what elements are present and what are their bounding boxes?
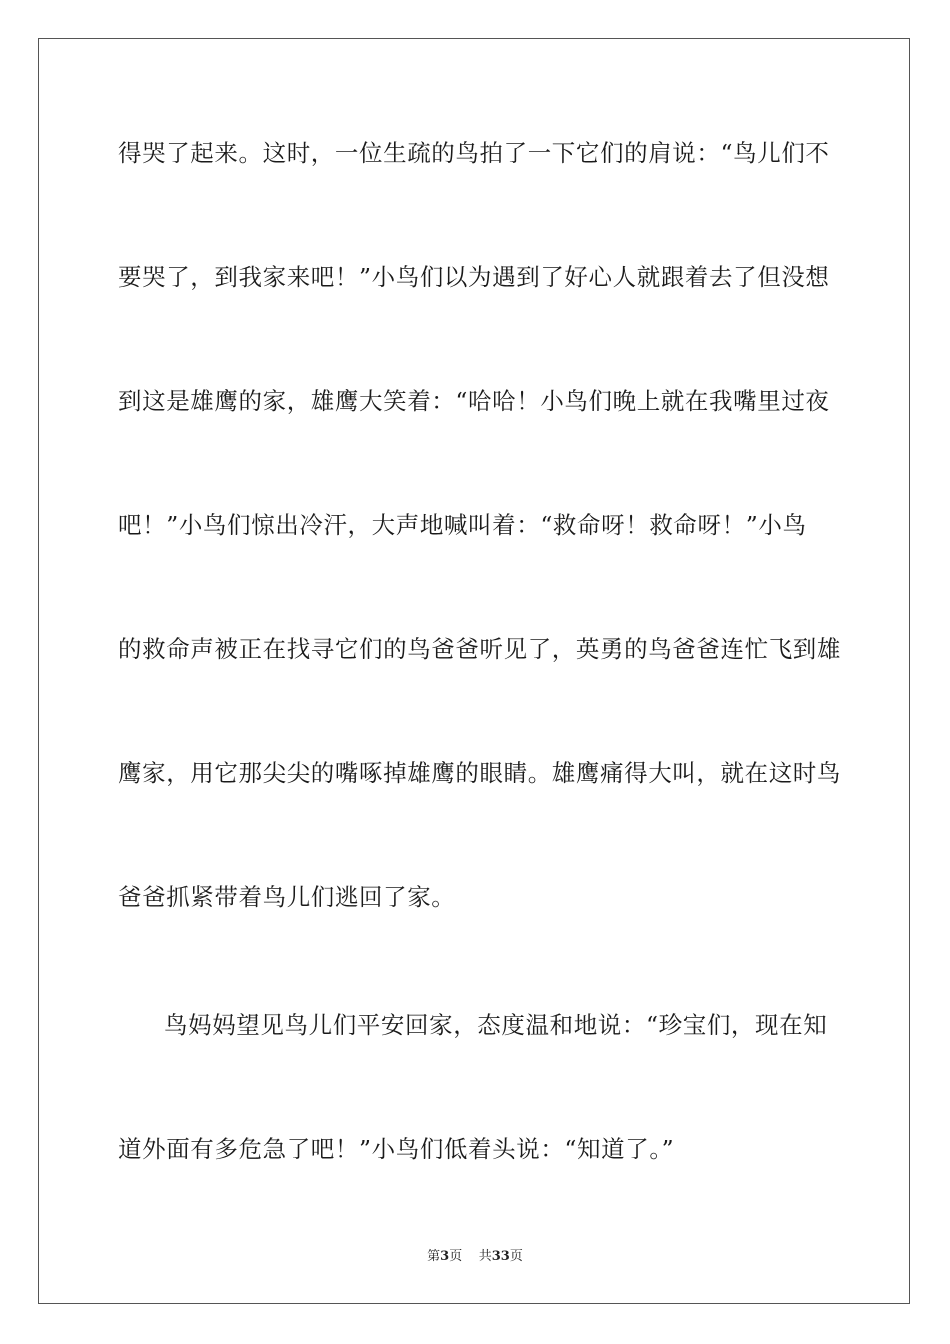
text-line-7: 爸爸抓紧带着鸟儿们逃回了家。 — [118, 883, 456, 911]
page-frame — [38, 38, 910, 1304]
page-suffix: 页 — [509, 1249, 523, 1264]
text-line-5: 的救命声被正在找寻它们的鸟爸爸听见了，英勇的鸟爸爸连忙飞到雄 — [118, 635, 841, 663]
text-line-6: 鹰家，用它那尖尖的嘴啄掉雄鹰的眼睛。雄鹰痛得大叫，就在这时鸟 — [118, 759, 841, 787]
page-footer — [0, 1249, 950, 1265]
page-middle-text: 页 共 — [449, 1249, 492, 1264]
text-line-3: 到这是雄鹰的家，雄鹰大笑着：“哈哈！小鸟们晚上就在我嘴里过夜 — [118, 387, 830, 415]
total-pages-number: 33 — [491, 1249, 510, 1264]
current-page-number: 3 — [440, 1249, 450, 1264]
paragraph-start-line: 鸟妈妈望见鸟儿们平安回家，态度温和地说：“珍宝们，现在知 — [164, 1011, 828, 1039]
text-line-9: 道外面有多危急了吧！”小鸟们低着头说：“知道了。” — [118, 1135, 675, 1163]
text-line-2: 要哭了，到我家来吧！”小鸟们以为遇到了好心人就跟着去了但没想 — [118, 263, 830, 291]
text-line-4: 吧！”小鸟们惊出冷汗，大声地喊叫着：“救命呀！救命呀！”小鸟 — [118, 511, 807, 539]
page-prefix: 第 — [427, 1249, 441, 1264]
text-line-1: 得哭了起来。这时，一位生疏的鸟拍了一下它们的肩说：“鸟儿们不 — [118, 139, 830, 167]
